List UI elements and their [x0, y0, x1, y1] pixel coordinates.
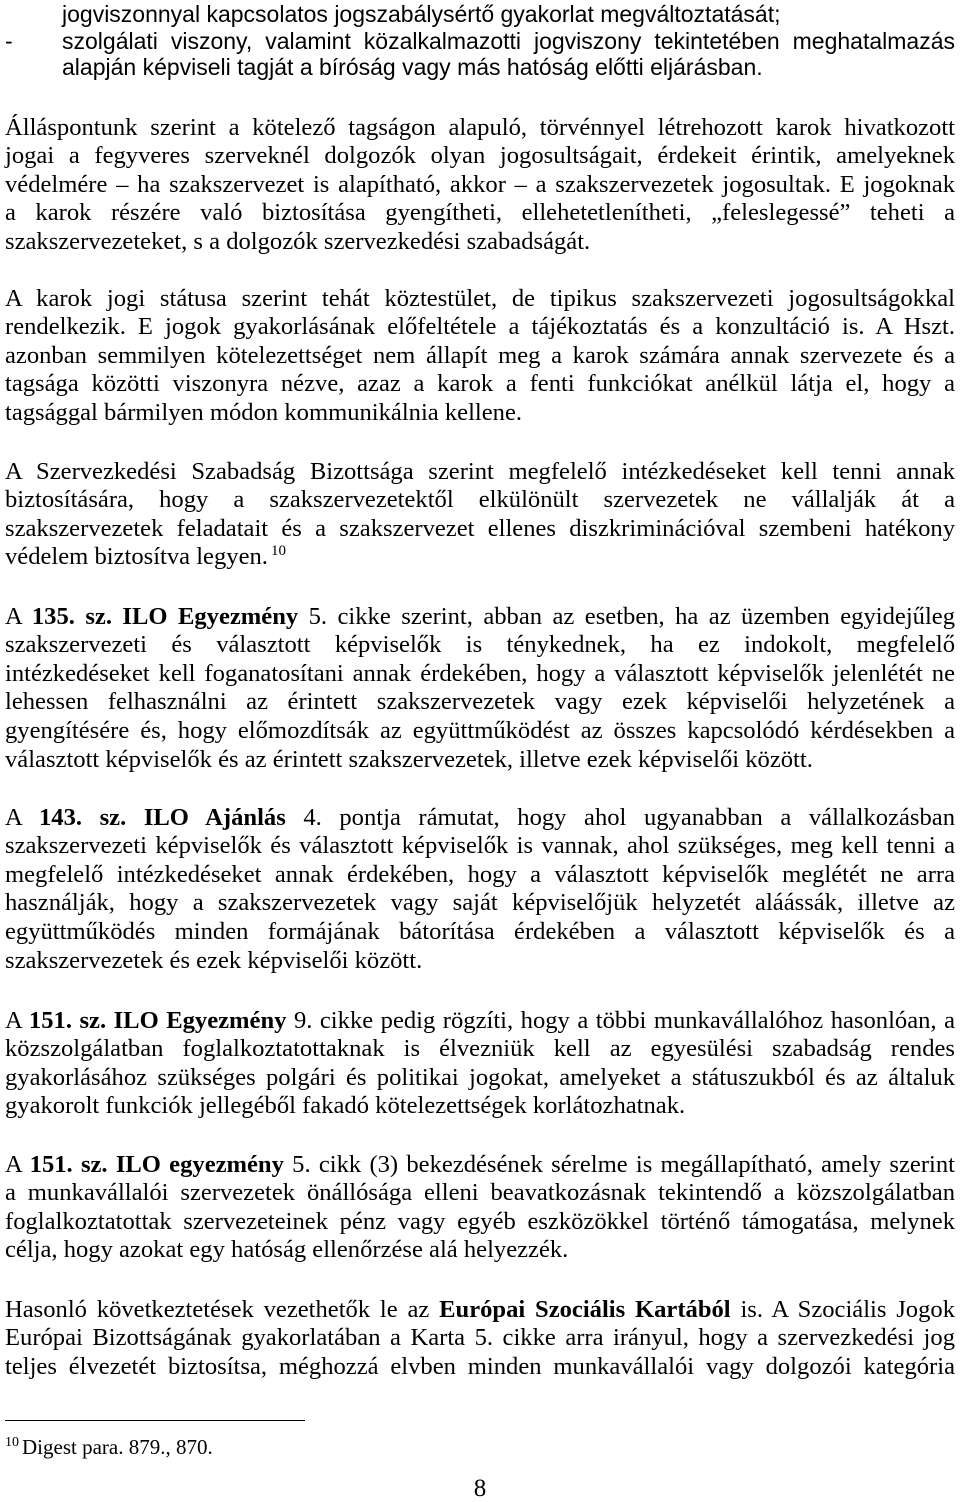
- paragraph: [5, 114, 955, 257]
- paragraph-line: megfelelő intézkedéseket annak érdekében, hogy a választott képviselők meglétét ne arra: [5, 860, 955, 888]
- list-continuation: [62, 1, 955, 81]
- paragraph-line: szakszervezetek feladatait és a szakszervezet ellenes diszkriminációval szembeni hatékony: [5, 514, 955, 542]
- paragraph-line: együttműködés minden formájának bátorítása érdekében a választott képviselők és a: [5, 918, 955, 946]
- paragraph-line: biztosítására, hogy a szakszervezetektől elkülönült szervezetek ne vállalják át a: [5, 486, 955, 514]
- paragraph: [5, 603, 955, 775]
- paragraph: [5, 1296, 955, 1382]
- bold-reference: 135. sz. ILO Egyezmény: [31, 602, 299, 630]
- paragraph-line: rendelkezik. E jogok gyakorlásának előfeltétele a tájékoztatás és a konzultáció is. A Hszt.: [5, 313, 955, 341]
- list-bullet-dash: -: [5, 27, 13, 54]
- footnote-marker: 10: [5, 1435, 19, 1450]
- footnote-separator: [5, 1420, 305, 1421]
- paragraph: [5, 285, 955, 428]
- paragraph-line: jogai a fegyveres szerveknél dolgozók olyan jogosultságait, érdekeit érintik, amelyeknek: [5, 142, 955, 170]
- bold-reference: 151. sz. ILO Egyezmény: [28, 1006, 287, 1034]
- paragraph-line: használják, hogy a szakszervezetek vagy saját képviselőjük helyzetét aláássák, illetve az: [5, 889, 955, 917]
- line-text: 5. cikk (3) bekezdésének sérelme is megállapítható, amely szerint: [283, 1150, 955, 1178]
- paragraph-line: szakszervezeti és választott képviselők is ténykednek, ha ez indokolt, megfelelő: [5, 631, 955, 659]
- paragraph-line: tagsága közötti viszonyra nézve, azaz a karok a fenti funkciókat anélkül látja el, hogy a: [5, 370, 955, 398]
- paragraph-line: lehessen felhasználni az érintett szakszervezetek vagy ezek képviselői helyzetének a: [5, 688, 955, 716]
- bold-reference: Európai Szociális Kartából: [439, 1295, 731, 1323]
- paragraph-line: Álláspontunk szerint a kötelező tagságon alapuló, törvénnyel létrehozott karok hivatkozott: [5, 113, 955, 141]
- footnote: [5, 1435, 213, 1459]
- paragraph-line: a karok részére való biztosítása gyengítheti, ellehetetlenítheti, „feleslegessé” teheti a: [5, 199, 955, 227]
- paragraph: [5, 804, 955, 976]
- paragraph-line: választott képviselők és az érintett szakszervezetek, illetve ezek képviselői között.: [5, 745, 813, 773]
- paragraph-line: szakszervezeti képviselők és választott képviselők is vannak, ahol szükséges, meg kell tenni a: [5, 832, 955, 860]
- paragraph-line: intézkedéseket kell foganatosítani annak érdekében, hogy a választott képviselők jelenlétét ne: [5, 659, 955, 687]
- line-text: A: [5, 803, 39, 831]
- list-line: jogviszonnyal kapcsolatos jogszabálysértő gyakorlat megváltoztatását;: [62, 1, 781, 27]
- paragraph-line: [5, 804, 955, 833]
- bold-reference: 143. sz. ILO Ajánlás: [38, 803, 286, 831]
- footnote-reference[interactable]: 10: [270, 543, 286, 560]
- paragraph-line: [5, 1296, 955, 1325]
- paragraph-line: [5, 603, 955, 632]
- paragraph-line: szakszervezetek és ezek képviselői között.: [5, 946, 423, 974]
- paragraph-line: védelmére – ha szakszervezet is alapítható, akkor – a szakszervezetek jogosultak. E jogoknak: [5, 170, 955, 198]
- paragraph-line: [5, 1151, 955, 1180]
- line-text: 4. pontja rámutat, hogy ahol ugyanabban a vállalkozásban: [285, 803, 955, 831]
- bold-reference: 151. sz. ILO egyezmény: [29, 1150, 284, 1178]
- paragraph: [5, 1151, 955, 1265]
- paragraph-line: szakszervezeteket, s a dolgozók szervezkedési szabadságát.: [5, 228, 591, 256]
- paragraph-line: a munkavállalói szervezetek önállósága elleni beavatkozásnak tekintendő a közszolgálatban: [5, 1179, 955, 1207]
- line-text: 5. cikke szerint, abban az esetben, ha az üzemben egyidejűleg: [298, 602, 955, 630]
- paragraph: [5, 1007, 955, 1121]
- line-text: is. A Szociális Jogok: [730, 1295, 955, 1323]
- line-text: Hasonló következtetések vezethetők le az: [5, 1295, 440, 1323]
- paragraph-line: közszolgálatban foglalkoztatottaknak is élvezniük kell az egyesülési szabadság rendes: [5, 1035, 955, 1063]
- line-text: 9. cikke pedig rögzíti, hogy a többi munkavállalóhoz hasonlóan, a: [286, 1006, 955, 1034]
- paragraph-line: A Szervezkedési Szabadság Bizottsága szerint megfelelő intézkedéseket kell tenni annak: [5, 457, 955, 485]
- paragraph-line: gyakorolt funkciók jellegéből fakadó kötelezettségek korlátozhatnak.: [5, 1092, 686, 1120]
- paragraph-line: gyakorlásához szükséges polgári és politikai jogokat, amelyeket a státuszukból és az általuk: [5, 1063, 955, 1091]
- list-line: alapján képviseli tagját a bíróság vagy más hatóság előtti eljárásban.: [62, 54, 763, 80]
- paragraph-line: Európai Bizottságának gyakorlatában a Karta 5. cikke arra irányul, hogy a szervezkedési jog: [5, 1324, 955, 1352]
- paragraph-line: foglalkoztatottak szervezeteinek pénz vagy egyéb eszközökkel történő támogatása, melynek: [5, 1207, 955, 1235]
- line-text: védelem biztosítva legyen.: [5, 543, 268, 571]
- line-text: A: [5, 1150, 30, 1178]
- page-number: 8: [473, 1475, 487, 1502]
- paragraph: [5, 458, 955, 572]
- paragraph-line: azonban semmilyen kötelezettséget nem állapít meg a karok számára annak szervezete és a: [5, 341, 955, 369]
- paragraph-line: [5, 1007, 955, 1036]
- paragraph-line: [5, 543, 955, 572]
- paragraph-line: tagsággal bármilyen módon kommunikálnia kellene.: [5, 399, 523, 427]
- line-text: A: [5, 602, 32, 630]
- line-text: A: [5, 1006, 29, 1034]
- footnote-text: Digest para. 879., 870.: [22, 1435, 213, 1459]
- list-line: szolgálati viszony, valamint közalkalmazotti jogviszony tekintetében meghatalmazás: [62, 27, 955, 54]
- paragraph-line: teljes élvezetét biztosítsa, méghozzá elvben minden munkavállalói vagy dolgozói kategória: [5, 1352, 955, 1380]
- paragraph-line: célja, hogy azokat egy hatóság ellenőrzése alá helyezzék.: [5, 1236, 569, 1264]
- paragraph-line: gyengítésére és, hogy előmozdítsák az együttműködést az összes kapcsolódó kérdésekben a: [5, 717, 955, 745]
- paragraph-line: A karok jogi státusa szerint tehát köztestület, de tipikus szakszervezeti jogosultságokkal: [5, 284, 955, 312]
